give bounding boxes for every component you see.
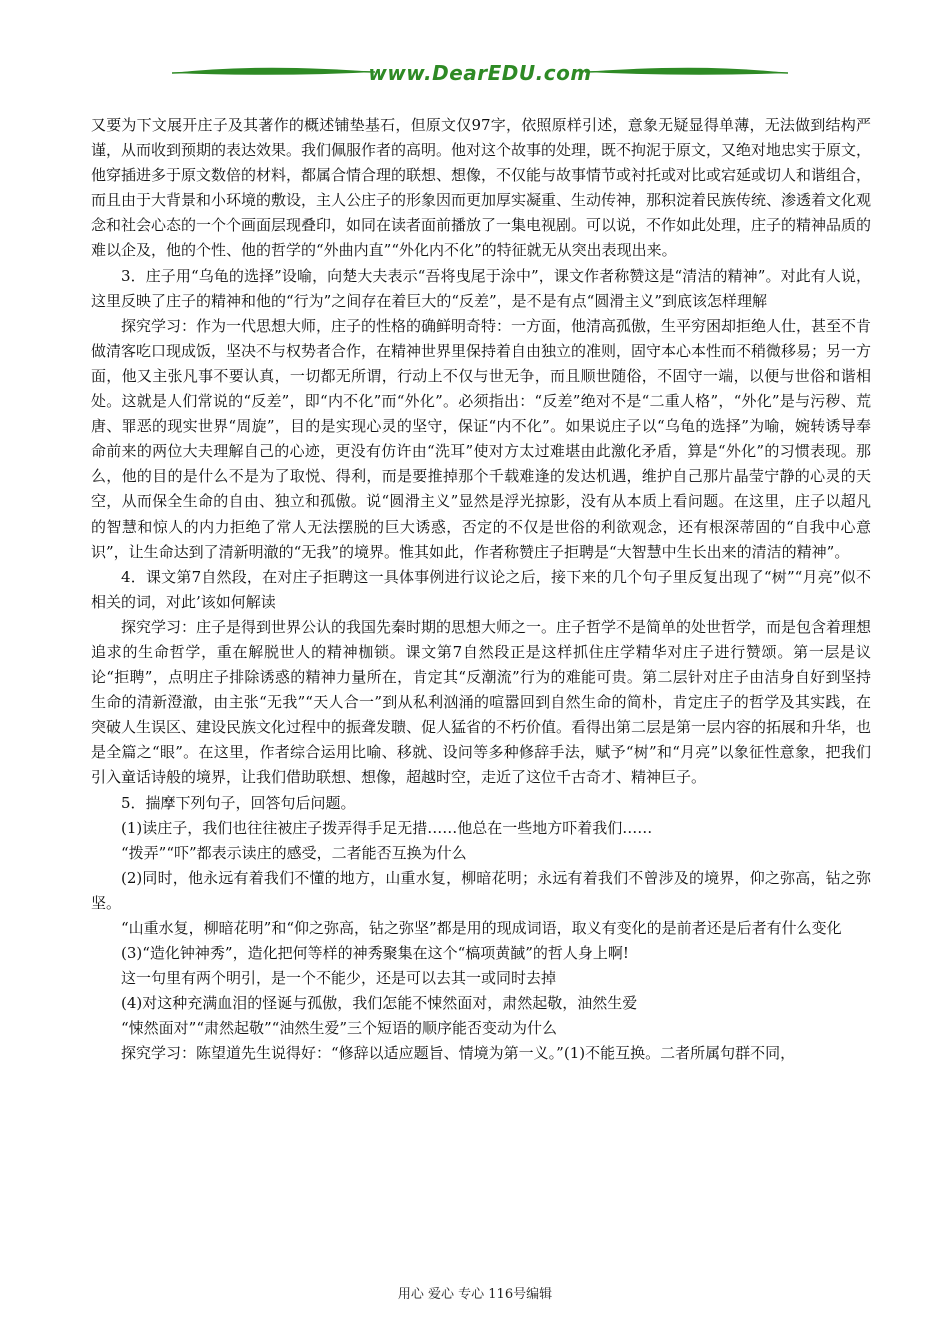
paragraph: “悚然面对”“肃然起敬”“油然生爱”三个短语的顺序能否变动为什么 [121,1019,558,1038]
page-footer: 用心 爱心 专心 116号编辑 [397,1287,553,1302]
paragraph: 探究学习：作为一代思想大师，庄子的性格的确鲜明奇特：一方面，他清高孤傲，生平穷困却拒绝人仕，甚至不肯做清客吃口现成饭，坚决不与权势者合作，在精神世界里保持着自由独立的准则，固守本心本性而不稍微移易；另一方面，他又主张凡事不要认真，一切都无所谓，行动上不仅与世无争，而且顺世随俗，不固守一端，以便与世俗和谐相处。这就是人们常说的“反差”，即“内不化”而“外化”。必须指出：“反差”绝对不是“二重人格”，“外化”是与污秽、荒唐、罪恶的现实世界“周旋”，目的是实现心灵的坚守，保证“内不化”。如果说庄子以“乌龟的选择”为喻，婉转诱导奉命前来的两位大夫理解自己的心迹，更没有仿许由“洗耳”使对方太过难堪由此激化矛盾，算是“外化”的习惯表现。那么，他的目的是什么不是为了取悦、得利，而是要推掉那个千载难逢的发达机遇，维护自己那片晶莹宁静的心灵的天空，从而保全生命的自由、独立和孤傲。说“圆滑主义”显然是浮光掠影，没有从本质上看问题。在这里，庄子以超凡的智慧和惊人的内力拒绝了常人无法摆脱的巨大诱惑，否定的不仅是世俗的利欲观念，还有根深蒂固的“自我中心意识”，让生命达到了清新明澈的“无我”的境界。惟其如此，作者称赞庄子拒聘是“大智慧中生长出来的清洁的精神”。 [91,316,872,561]
paragraph: “拨弄”“吓”都表示读庄的感受，二者能否互换为什么 [121,843,467,862]
paragraph: (2)同时，他永远有着我们不懂的地方，山重水复，柳暗花明；永远有着我们不曾涉及的境界，仰之弥高，钻之弥坚。 [91,868,871,912]
site-header [170,55,790,95]
paragraph: (1)读庄子，我们也往往被庄子拨弄得手足无措……他总在一些地方吓着我们…… [121,818,653,837]
paragraph: 这一句里有两个明引，是一个不能少，还是可以去其一或同时去掉 [121,969,557,988]
question-heading: 5．揣摩下列句子，回答句后问题。 [121,793,356,812]
question-heading: 3．庄子用“乌龟的选择”设喻，向楚大夫表示“吾将曳尾于涂中”，课文作者称赞这是“清洁的精神”。对此有人说，这里反映了庄子的精神和他的“行为”之间存在着巨大的“反差”，是不是有点“圆滑主义”到底该怎样理解 [91,266,871,310]
paragraph: 探究学习：陈望道先生说得好：“修辞以适应题旨、情境为第一义。”(1)不能互换。二者所属句群不同， [121,1044,796,1063]
paragraph: “山重水复，柳暗花明”和“仰之弥高，钻之弥坚”都是用的现成词语，取义有变化的是前者还是后者有什么变化 [121,919,842,937]
paragraph: 探究学习：庄子是得到世界公认的我国先秦时期的思想大师之一。庄子哲学不是简单的处世哲学，而是包含着理想追求的生命哲学，重在解脱世人的精神枷锁。课文第7自然段正是这样抓住庄学精华对庄子进行赞颂。第一层是议论“拒聘”，点明庄子排除诱惑的精神力量所在，肯定其“反潮流”行为的难能可贵。第二层针对庄子由洁身自好到坚持生命的清新澄澈，由主张“无我”“天人合一”到从私利汹涌的喧嚣回到自然生命的简朴，肯定庄子的哲学及其实践，在突破人生误区、建设民族文化过程中的振聋发聩、促人猛省的不朽价值。看得出第二层是第一层内容的拓展和升华，也是全篇之“眼”。在这里，作者综合运用比喻、移就、设问等多种修辞手法，赋予“树”和“月亮”以象征性意象，把我们引入童话诗般的境界，让我们借助联想、想像，超越时空，走近了这位千古奇才、精神巨子。 [91,617,872,787]
document-body [91,113,871,1067]
question-heading: 4．课文第7自然段，在对庄子拒聘这一具体事例进行议论之后，接下来的几个句子里反复出现了“树”“月亮”似不相关的词，对此’该如何解读 [91,567,871,611]
site-logo[interactable]: www.DearEDU.com [368,61,592,85]
paragraph: (3)“造化钟神秀”，造化把何等样的神秀聚集在这个“槁项黄馘”的哲人身上啊! [121,944,629,963]
paragraph: 又要为下文展开庄子及其著作的概述铺垫基石，但原文仅97字，依照原样引述，意象无疑显得单薄，无法做到结构严谨，从而收到预期的表达效果。我们佩服作者的高明。他对这个故事的处理，既不拘泥于原文，又绝对地忠实于原文，他穿插进多于原文数倍的材料，都属合情合理的联想、想像，不仅能与故事情节或衬托或对比或宕延或切人和谐组合，而且由于大背景和小环境的敷设，主人公庄子的形象因而更加厚实凝重、生动传神，那积淀着民族传统、渗透着文化观念和社会心态的一个个画面层现叠印，如同在读者面前播放了一集电视剧。可以说，不作如此处理，庄子的精神品质的难以企及，他的个性、他的哲学的“外曲内直”“外化内不化”的特征就无从突出表现出来。 [91,116,872,260]
paragraph: (4)对这种充满血泪的怪诞与孤傲，我们怎能不悚然面对，肃然起敬，油然生爱 [121,994,638,1013]
